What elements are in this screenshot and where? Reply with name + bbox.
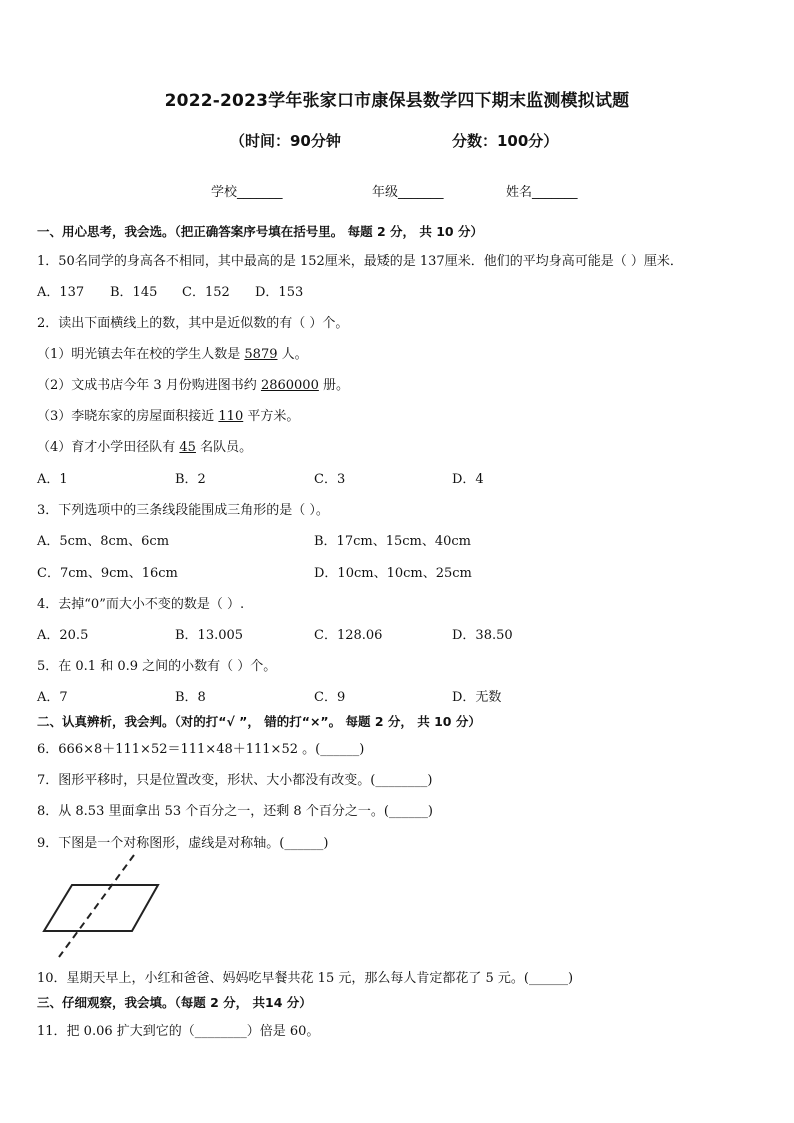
question-6: 6．666×8＋111×52＝111×48＋111×52 。(______): [37, 742, 365, 757]
question-1-stem: 1．50名同学的身高各不相同，其中最高的是 152厘米，最矮的是 137厘米．他们的平均身高可能是（ ）厘米．: [37, 254, 683, 269]
q2-item-2-text: （2）文成书店今年 3 月份购进图书约: [37, 378, 261, 393]
question-10: 10．星期天早上，小红和爸爸、妈妈吃早餐共花 15 元，那么每人肯定都花了 5 元。(______): [37, 971, 574, 986]
question-2-stem: 2．读出下面横线上的数，其中是近似数的有（ ）个。: [37, 316, 349, 331]
q3-option-a: A．5cm、8cm、6cm: [37, 534, 170, 549]
q4-option-b: B．13.005: [175, 628, 244, 643]
question-8: 8．从 8.53 里面拿出 53 个百分之一，还剩 8 个百分之一。(______): [37, 804, 433, 819]
question-9: 9．下图是一个对称图形，虚线是对称轴。(______): [37, 836, 329, 851]
q5-option-d: D．无数: [452, 690, 502, 705]
q1-option-b: B．145: [110, 285, 158, 300]
q2-item-4-number: 45: [179, 440, 196, 455]
q4-option-a: A．20.5: [37, 628, 89, 643]
q5-option-b: B．8: [175, 690, 206, 705]
q3-option-b: B．17cm、15cm、40cm: [314, 534, 472, 549]
q2-option-d: D．4: [452, 472, 484, 487]
section-3-heading: 三、仔细观察，我会填。（每题 2 分， 共14 分）: [37, 995, 312, 1010]
grade-field: 年级_______: [372, 185, 444, 200]
q3-option-d: D．10cm、10cm、25cm: [314, 566, 472, 581]
name-field: 姓名_______: [506, 185, 578, 200]
q2-option-a: A．1: [37, 472, 68, 487]
parallelogram-shape: [44, 885, 158, 931]
school-field: 学校_______: [211, 185, 283, 200]
q4-option-d: D．38.50: [452, 628, 513, 643]
q1-option-c: C．152: [182, 285, 230, 300]
q2-option-b: B．2: [175, 472, 206, 487]
question-7: 7．图形平移时，只是位置改变，形状、大小都没有改变。(________): [37, 773, 433, 788]
q1-option-a: A．137: [37, 285, 85, 300]
question-4-stem: 4．去掉“0”而大小不变的数是（ ）.: [37, 597, 245, 612]
section-2-heading: 二、认真辨析，我会判。（对的打“√ ”， 错的打“×”。 每题 2 分， 共 10 分）: [37, 714, 481, 729]
q2-item-2-number: 2860000: [260, 378, 319, 393]
section-1-heading: 一、用心思考，我会选。（把正确答案序号填在括号里。 每题 2 分， 共 10 分）: [37, 224, 483, 239]
q2-item-3-text: （3）李晓东家的房屋面积接近: [37, 409, 219, 424]
question-5-stem: 5．在 0.1 和 0.9 之间的小数有（ ）个。: [37, 659, 277, 674]
exam-time: （时间：90分钟: [230, 132, 341, 150]
q2-item-1-text: （1）明光镇去年在校的学生人数是: [37, 347, 245, 362]
exam-score: 分数：100分）: [452, 132, 559, 150]
question-11: 11．把 0.06 扩大到它的（________）倍是 60。: [37, 1024, 320, 1039]
q2-item-1-number: 5879: [244, 347, 278, 362]
q2-item-3-unit: 平方米。: [243, 409, 300, 424]
page-title: 2022-2023学年张家口市康保县数学四下期末监测模拟试题: [164, 91, 630, 111]
q3-option-c: C．7cm、9cm、16cm: [37, 566, 178, 581]
q5-option-c: C．9: [314, 690, 346, 705]
q2-item-1-unit: 人。: [277, 347, 308, 362]
q2-item-2-unit: 册。: [318, 378, 349, 393]
q2-item-4-unit: 名队员。: [195, 440, 253, 455]
q2-item-4-text: （4）育才小学田径队有: [37, 440, 180, 455]
q2-option-c: C．3: [314, 472, 346, 487]
q5-option-a: A．7: [37, 690, 68, 705]
q1-option-d: D．153: [255, 285, 304, 300]
dashed-axis-line: [59, 855, 134, 957]
question-3-stem: 3．下列选项中的三条线段能围成三角形的是（ ）。: [37, 503, 329, 518]
q2-item-3-number: 110: [218, 409, 244, 424]
q4-option-c: C．128.06: [314, 628, 383, 643]
